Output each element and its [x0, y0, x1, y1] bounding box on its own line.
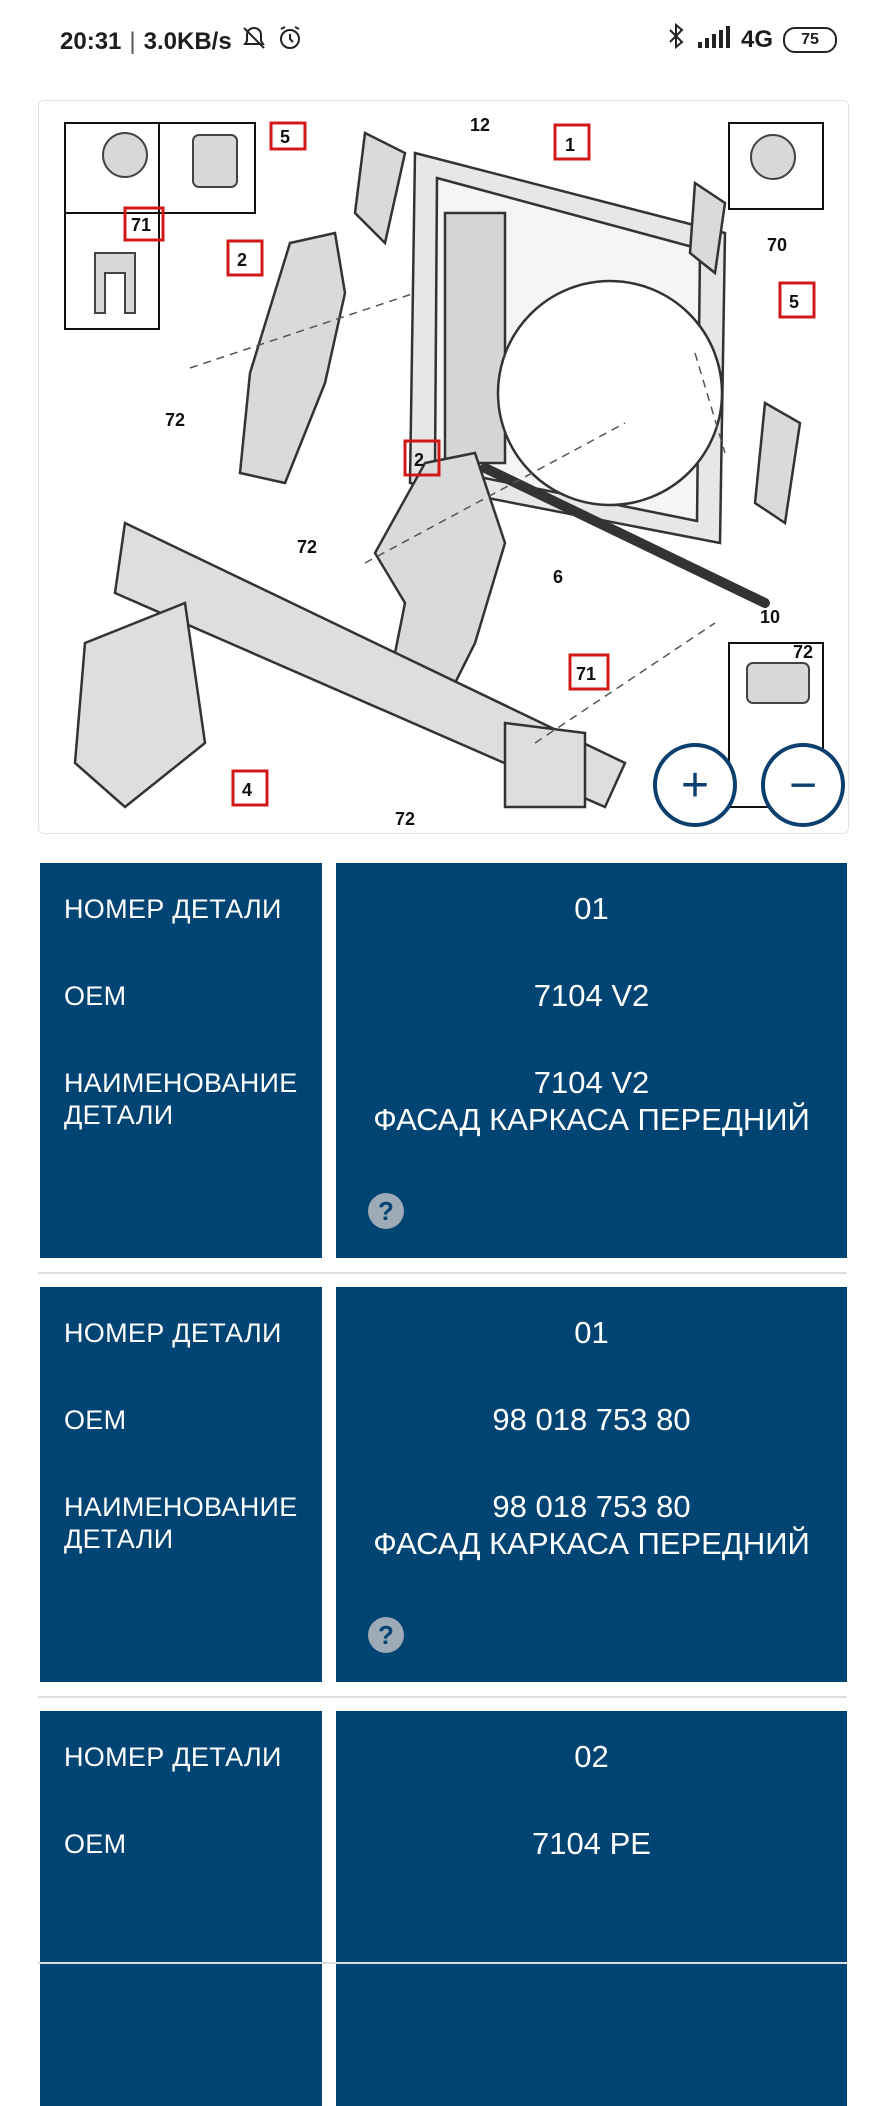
network-speed: 3.0KB/s — [143, 27, 232, 55]
part-name-text: ФАСАД КАРКАСА ПЕРЕДНИЙ — [373, 1526, 810, 1561]
part-name — [336, 1488, 847, 1562]
part-row[interactable] — [38, 860, 847, 1258]
svg-text:12: 12 — [470, 115, 491, 135]
part-values — [336, 1711, 847, 2106]
parts-list — [38, 860, 847, 1974]
oem-number[interactable]: 7104 PE — [532, 1826, 651, 1861]
part-labels — [40, 1287, 322, 1682]
part-name-label: НАИМЕНОВАНИЕ ДЕТАЛИ — [64, 1068, 298, 1130]
svg-text:71: 71 — [576, 664, 597, 684]
svg-text:70: 70 — [767, 235, 788, 255]
oem-number[interactable]: 98 018 753 80 — [492, 1402, 691, 1437]
help-icon[interactable]: ? — [368, 1193, 404, 1229]
svg-text:10: 10 — [760, 607, 781, 627]
status-separator: | — [129, 27, 136, 55]
part-values — [336, 863, 847, 1258]
oem-label: OEM — [64, 1829, 127, 1859]
part-name-code: 7104 V2 — [533, 1065, 650, 1100]
status-right — [665, 22, 837, 57]
status-time: 20:31 — [60, 27, 122, 55]
svg-text:1: 1 — [565, 135, 576, 155]
part-labels — [40, 863, 322, 1258]
status-bar — [0, 0, 887, 80]
part-number-label: НОМЕР ДЕТАЛИ — [64, 1318, 282, 1348]
part-name — [336, 1064, 847, 1138]
svg-text:4: 4 — [242, 780, 253, 800]
part-name-label: НАИМЕНОВАНИЕ ДЕТАЛИ — [64, 1492, 298, 1554]
svg-text:2: 2 — [237, 250, 248, 270]
part-number: 01 — [574, 1315, 609, 1350]
mute-bell-icon — [240, 24, 268, 59]
svg-text:72: 72 — [297, 537, 318, 557]
part-values — [336, 1287, 847, 1682]
part-row[interactable] — [38, 1284, 847, 1682]
oem-label: OEM — [64, 981, 127, 1011]
part-labels — [40, 1711, 322, 2106]
part-row[interactable] — [38, 1708, 847, 1948]
svg-text:72: 72 — [395, 809, 416, 829]
oem-label: OEM — [64, 1405, 127, 1435]
help-icon[interactable]: ? — [368, 1617, 404, 1653]
part-number-label: НОМЕР ДЕТАЛИ — [64, 894, 282, 924]
status-left — [60, 24, 304, 59]
svg-text:5: 5 — [280, 127, 291, 147]
svg-text:72: 72 — [165, 410, 186, 430]
parts-diagram[interactable] — [65, 115, 823, 829]
network-type: 4G — [740, 25, 773, 53]
part-number-label: НОМЕР ДЕТАЛИ — [64, 1742, 282, 1772]
signal-icon — [697, 24, 731, 55]
part-name-text: ФАСАД КАРКАСА ПЕРЕДНИЙ — [373, 1102, 810, 1137]
svg-text:5: 5 — [789, 292, 800, 312]
alarm-clock-icon — [276, 24, 304, 59]
oem-number[interactable]: 7104 V2 — [533, 978, 650, 1013]
part-number: 02 — [574, 1739, 609, 1774]
zoom-out-button[interactable]: − — [761, 743, 845, 827]
svg-text:2: 2 — [414, 450, 425, 470]
parts-diagram-drawing — [65, 115, 823, 829]
zoom-in-button[interactable]: + — [653, 743, 737, 827]
svg-text:72: 72 — [793, 642, 814, 662]
svg-text:71: 71 — [131, 215, 152, 235]
part-name-code: 98 018 753 80 — [492, 1489, 691, 1524]
bluetooth-icon — [665, 22, 687, 57]
battery-icon: 75 — [783, 27, 837, 53]
svg-text:6: 6 — [553, 567, 564, 587]
diagram-card — [38, 100, 849, 834]
part-number: 01 — [574, 891, 609, 926]
